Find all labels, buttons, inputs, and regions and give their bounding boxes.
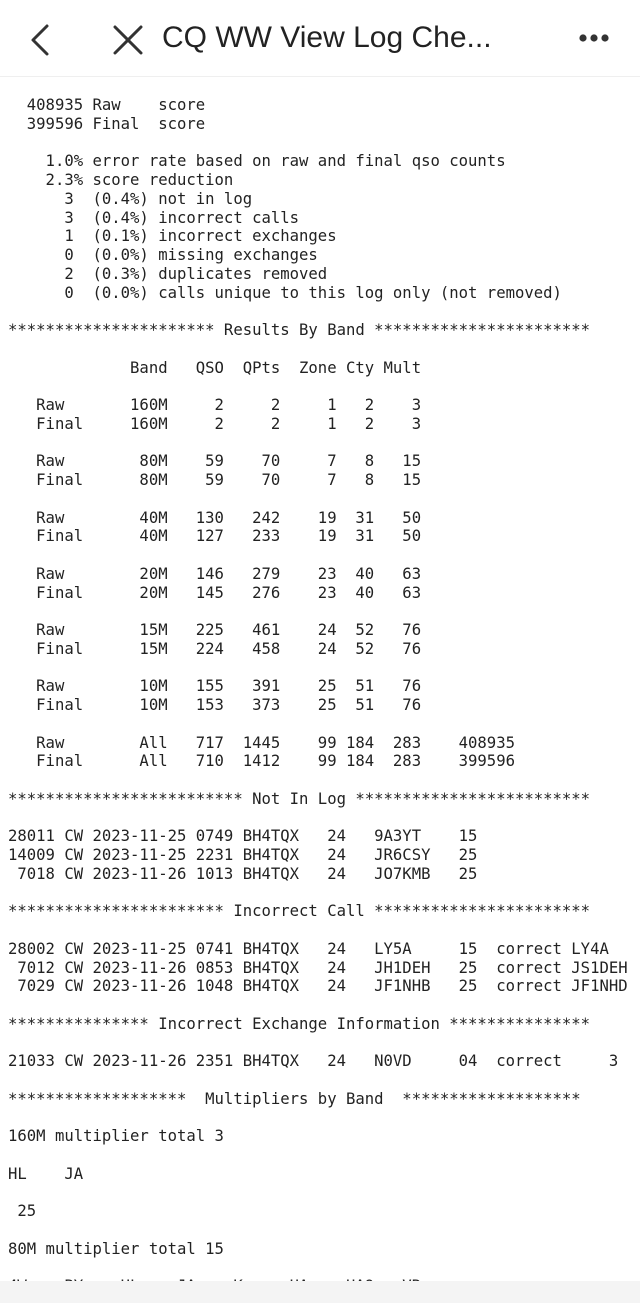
- report-line: 1.0% error rate based on raw and final qso counts: [8, 152, 506, 171]
- report-line: Raw All 717 1445 99 184 283 408935: [8, 733, 515, 752]
- report-line: Band QSO QPts Zone Cty Mult: [8, 358, 422, 377]
- report-line: Raw 80M 59 70 7 8 15: [8, 452, 422, 471]
- report-line: 1 (0.1%) incorrect exchanges: [8, 227, 337, 246]
- report-line: 80M multiplier total 15: [8, 1239, 224, 1258]
- report-line: ************************* Not In Log *************************: [8, 789, 591, 808]
- report-line: 28002 CW 2023-11-25 0741 BH4TQX 24 LY5A 15 correct LY4A: [8, 939, 609, 958]
- report-line: Final 40M 127 233 19 31 50: [8, 527, 422, 546]
- report-line: Final 15M 224 458 24 52 76: [8, 639, 422, 658]
- page-title: CQ WW View Log Che...: [162, 21, 492, 54]
- report-line: 25: [8, 1202, 37, 1221]
- report-line: 3 (0.4%) incorrect calls: [8, 208, 300, 227]
- report-line: 3 (0.4%) not in log: [8, 189, 253, 208]
- report-line: ********************** Results By Band ***********************: [8, 321, 591, 339]
- report-line: 21033 CW 2023-11-26 2351 BH4TQX 24 N0VD 04 correct 3: [8, 1052, 619, 1071]
- report-line: Final 160M 2 2 1 2 3: [8, 414, 422, 433]
- report-line: 399596 Final score: [8, 114, 206, 133]
- report-line: 408935 Raw score: [8, 96, 206, 114]
- report-line: ******************* Multipliers by Band *******************: [8, 1089, 581, 1108]
- report-text: [0, 76, 640, 1296]
- report-line: 28011 CW 2023-11-25 0749 BH4TQX 24 9A3YT 15: [8, 827, 478, 846]
- report-line: *************** Incorrect Exchange Information ***************: [8, 1014, 591, 1033]
- report-line: 7029 CW 2023-11-26 1048 BH4TQX 24 JF1NHB 25 correct JF1NHD: [8, 977, 628, 996]
- report-line: 14009 CW 2023-11-25 2231 BH4TQX 24 JR6CSY 25: [8, 846, 478, 864]
- report-line: 160M multiplier total 3: [8, 1127, 224, 1146]
- report-line: 0 (0.0%) missing exchanges: [8, 246, 318, 264]
- report-line: 7018 CW 2023-11-26 1013 BH4TQX 24 JO7KMB 25: [8, 864, 478, 883]
- report-line: 7012 CW 2023-11-26 0853 BH4TQX 24 JH1DEH 25 correct JS1DEH: [8, 958, 628, 977]
- report-line: Raw 40M 130 242 19 31 50: [8, 508, 422, 527]
- app-header: [0, 0, 640, 77]
- log-check-report[interactable]: [0, 76, 640, 1281]
- report-line: 2.3% score reduction: [8, 171, 234, 189]
- report-line: Raw 160M 2 2 1 2 3: [8, 396, 422, 414]
- report-line: Raw 10M 155 391 25 51 76: [8, 677, 422, 696]
- report-line: HL JA: [8, 1164, 84, 1183]
- report-line: Final 10M 153 373 25 51 76: [8, 696, 422, 714]
- back-arrow-icon[interactable]: [22, 20, 62, 60]
- report-line: *********************** Incorrect Call ***********************: [8, 902, 591, 921]
- report-line: 0 (0.0%) calls unique to this log only (not removed): [8, 283, 562, 302]
- report-line: 2 (0.3%) duplicates removed: [8, 264, 328, 283]
- report-line: Final All 710 1412 99 184 283 399596: [8, 752, 515, 771]
- bottom-bar: [0, 1281, 640, 1303]
- close-icon[interactable]: [106, 18, 150, 62]
- report-line: Final 80M 59 70 7 8 15: [8, 471, 422, 489]
- report-line: Final 20M 145 276 23 40 63: [8, 583, 422, 602]
- more-horiz-icon[interactable]: [570, 18, 618, 58]
- report-line: Raw 15M 225 461 24 52 76: [8, 621, 422, 639]
- report-line: Raw 20M 146 279 23 40 63: [8, 564, 422, 583]
